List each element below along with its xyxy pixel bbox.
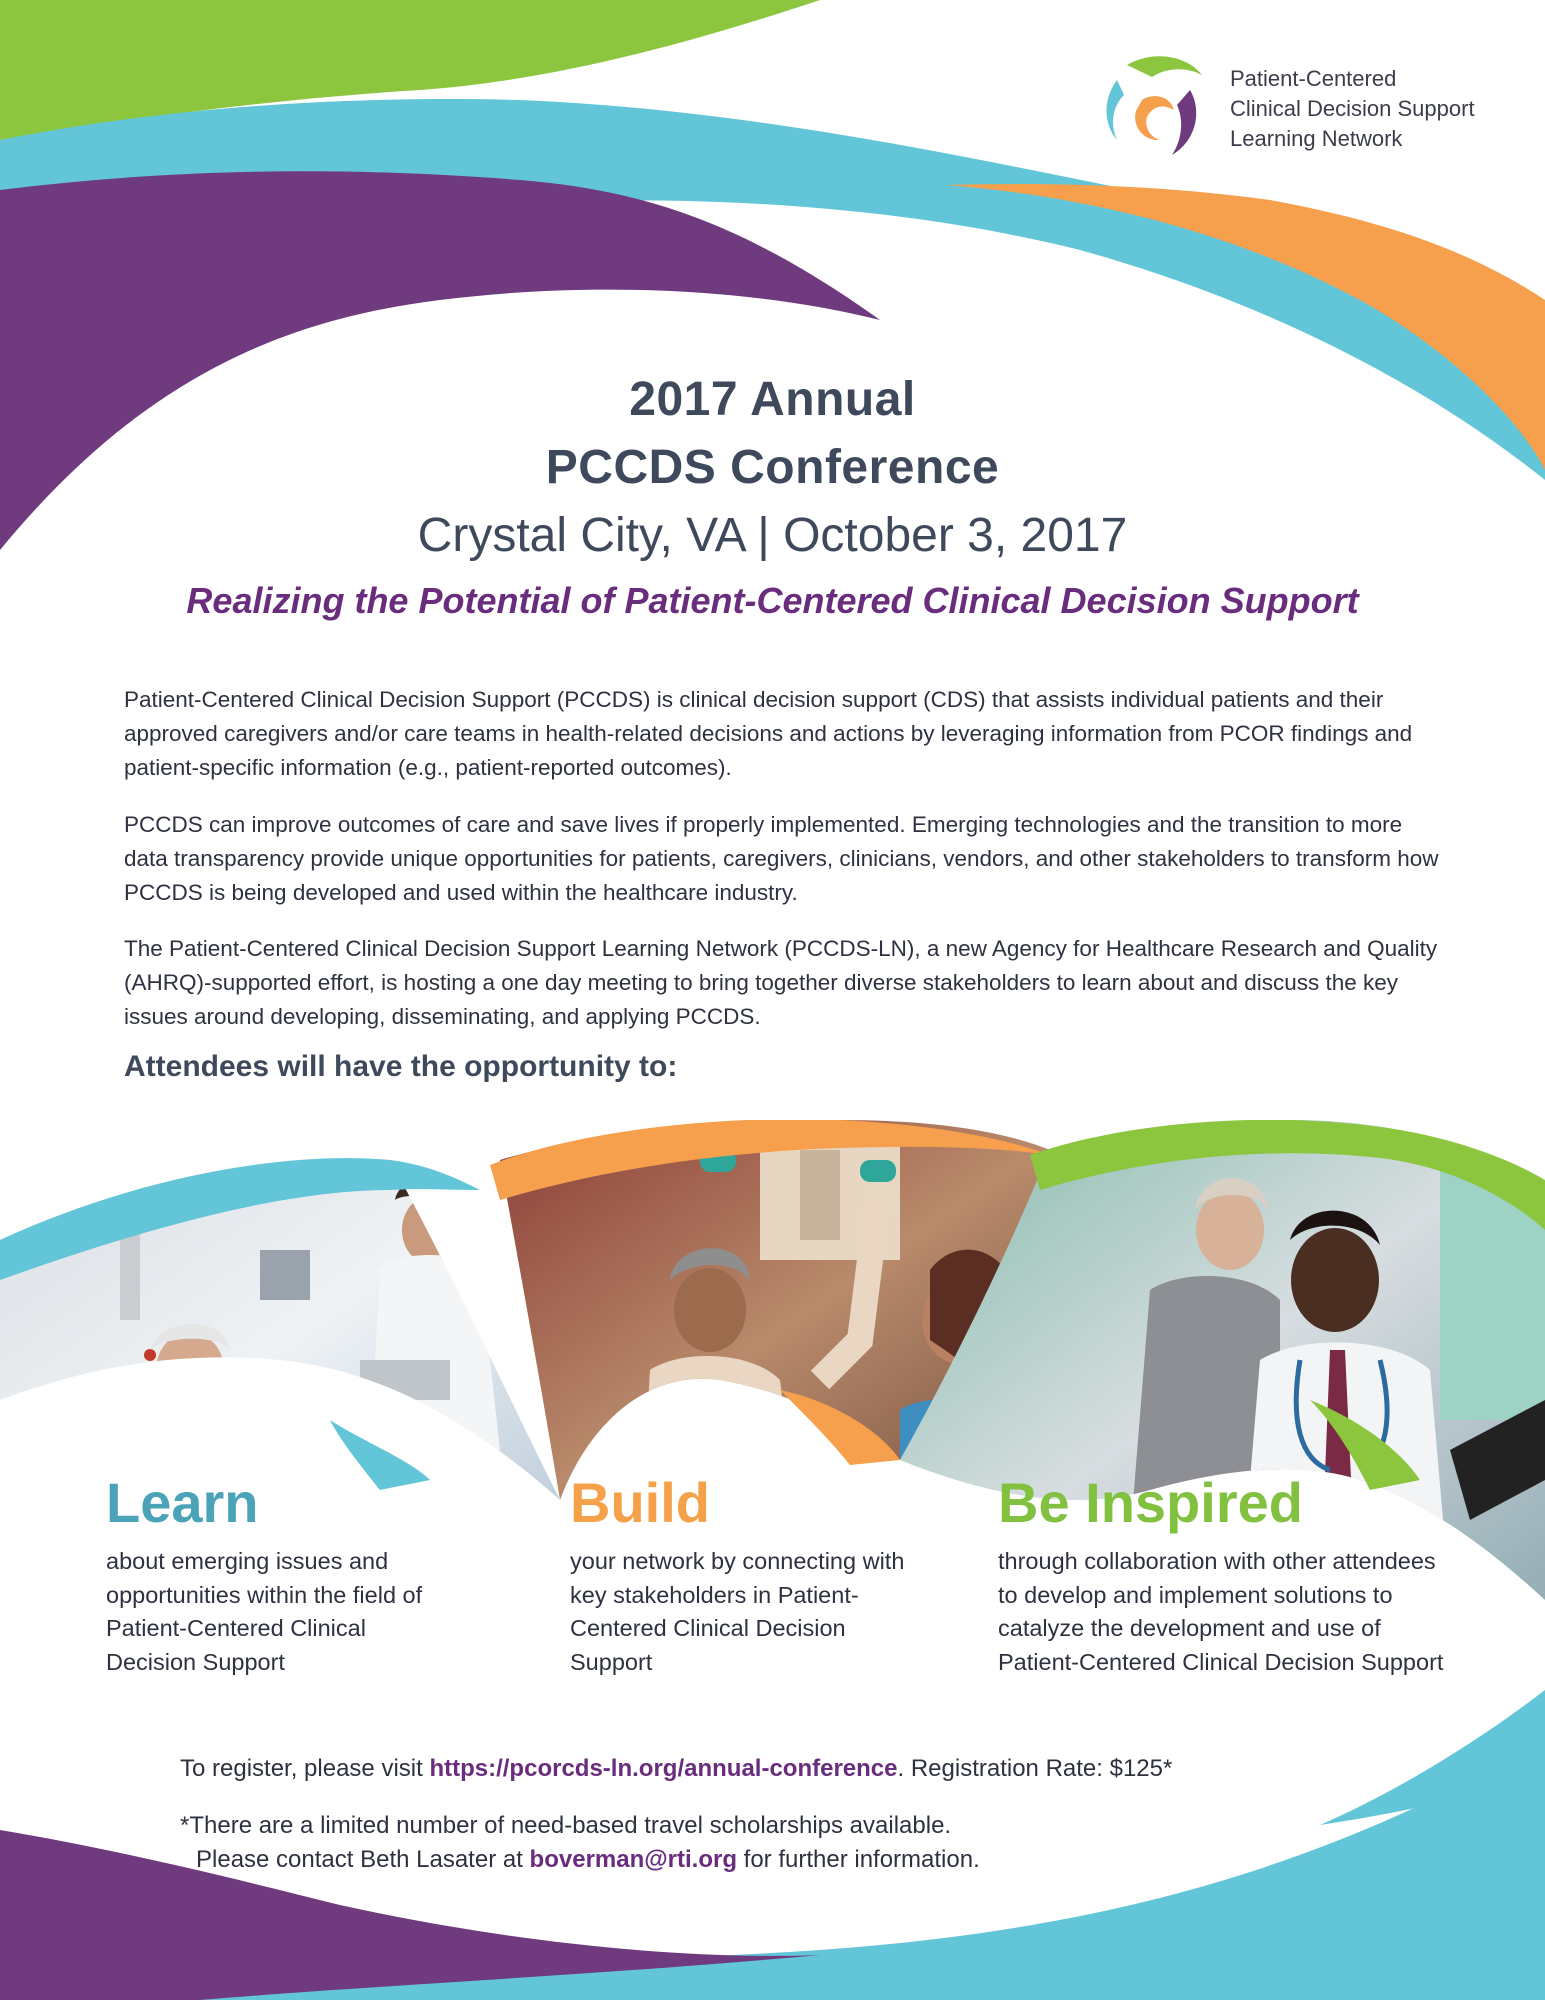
conference-title-line-2: PCCDS Conference <box>545 441 1000 494</box>
contact-email-link[interactable]: boverman@rti.org <box>529 1846 737 1873</box>
logo-line-2: Clinical Decision Support <box>1230 96 1475 121</box>
scholarship-note: *There are a limited number of need-based travel scholarships available. <box>180 1812 952 1839</box>
build-heading: Build <box>570 1471 710 1534</box>
conference-tagline: Realizing the Potential of Patient-Centered Clinical Decision Support <box>186 580 1359 621</box>
intro-paragraph-2: PCCDS can improve outcomes of care and save lives if properly implemented. Emerging technologies and the transition to more data transparency provide unique opportunities for patients, caregivers, clinicians, vendors, and other stakeholders to transform how PCCDS is being developed and used within the healthcare industry. <box>124 812 1439 905</box>
logo-line-3: Learning Network <box>1230 126 1403 151</box>
build-description: your network by connecting with key stakeholders in Patient-Centered Clinical Decision Support <box>570 1548 905 1675</box>
register-suffix: . Registration Rate: $125* <box>897 1755 1173 1782</box>
contact-line <box>196 1846 980 1874</box>
be-inspired-heading: Be Inspired <box>998 1471 1303 1534</box>
conference-title-line-1: 2017 Annual <box>629 373 916 426</box>
logo-line-1: Patient-Centered <box>1230 66 1397 91</box>
learn-heading: Learn <box>106 1471 259 1534</box>
location-date: Crystal City, VA | October 3, 2017 <box>417 509 1128 562</box>
contact-prefix: Please contact Beth Lasater at <box>196 1846 530 1873</box>
pccds-swirl-logo-icon <box>1072 45 1222 165</box>
intro-paragraph-3: The Patient-Centered Clinical Decision Support Learning Network (PCCDS-LN), a new Agency for Healthcare Research and Quality (AHRQ)-supported effort, is hosting a one day meeting to bring together diverse stakeholders to learn about and discuss the key issues around developing, disseminating, and applying PCCDS. <box>124 936 1438 1029</box>
attendees-heading: Attendees will have the opportunity to: <box>124 1050 678 1083</box>
be-inspired-description: through collaboration with other attendees to develop and implement solutions to catalyze the development and use of Patient-Centered Clinical Decision Support <box>998 1548 1444 1675</box>
learn-description: about emerging issues and opportunities within the field of Patient-Centered Clinical Decision Support <box>106 1548 423 1675</box>
contact-suffix: for further information. <box>736 1846 980 1873</box>
teal-ribbon-tail <box>330 1420 430 1490</box>
registration-link[interactable]: https://pcorcds-ln.org/annual-conference <box>429 1755 898 1782</box>
intro-paragraph-1: Patient-Centered Clinical Decision Support (PCCDS) is clinical decision support (CDS) that assists individual patients and their approved caregivers and/or care teams in health-related decisions and actions by leveraging information from PCOR findings and patient-specific information (e.g., patient-reported outcomes). <box>124 687 1413 780</box>
logo-wordmark <box>1230 64 1475 154</box>
registration-line <box>180 1755 1172 1783</box>
register-prefix: To register, please visit <box>180 1755 430 1782</box>
